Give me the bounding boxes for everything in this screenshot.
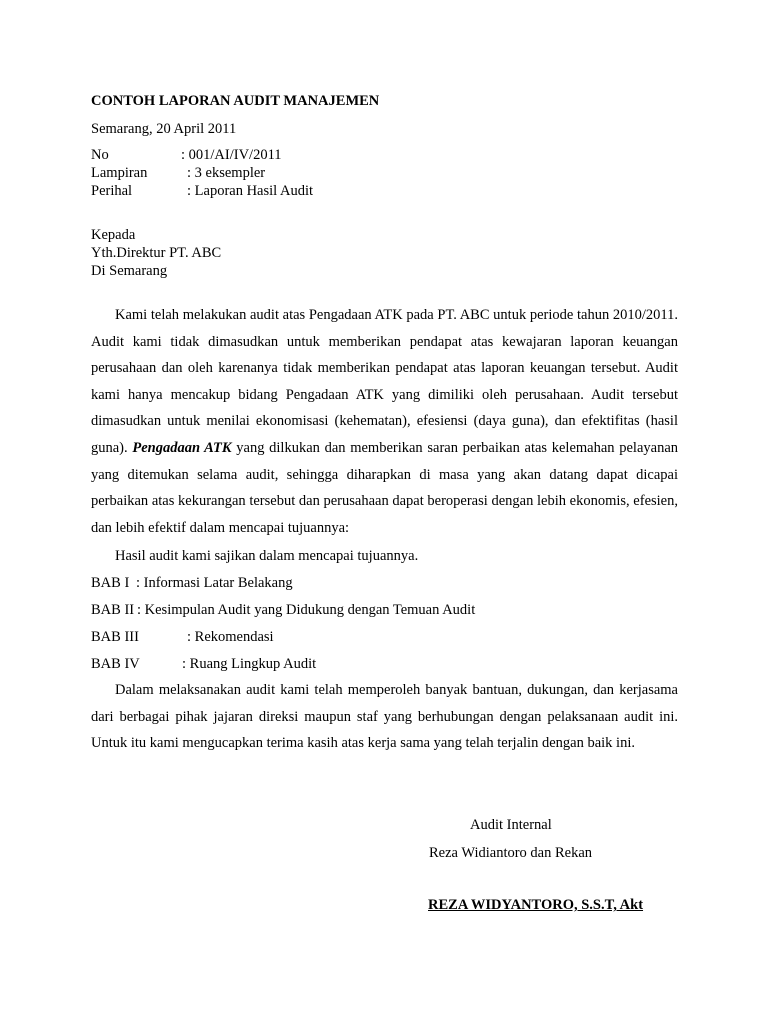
chapter-key: BAB I: [91, 575, 130, 591]
chapter-value: : Rekomendasi: [187, 629, 274, 645]
chapter-key: BAB II: [91, 602, 135, 618]
results-intro: Hasil audit kami sajikan dalam mencapai tujuannya.: [115, 548, 419, 564]
chapter-value: : Informasi Latar Belakang: [136, 575, 293, 591]
place-date: Semarang, 20 April 2011: [91, 121, 237, 137]
meta-key: Perihal: [91, 183, 133, 199]
signature-role: Audit Internal: [470, 817, 552, 833]
signature-org: Reza Widiantoro dan Rekan: [429, 845, 593, 861]
signature-name: REZA WIDYANTORO, S.S.T, Akt: [428, 897, 644, 913]
meta-value: : Laporan Hasil Audit: [187, 183, 314, 199]
recipient-line: Di Semarang: [91, 263, 168, 279]
meta-row-number: [91, 147, 109, 164]
meta-row-subject: [91, 183, 132, 200]
chapter-key: BAB III: [91, 629, 139, 645]
meta-key: No: [91, 147, 109, 163]
paragraph-text: Kami telah melakukan audit atas Pengadaan ATK pada PT. ABC untuk periode tahun 2010/2011. Audit kami tidak dimasudkan untuk memberikan pendapat atas kewajaran laporan keuangan perusahaan dan oleh karenanya tidak memberikan pendapat atas laporan keuangan tersebut. Audit kami hanya mencakup bidang Pengadaan ATK yang dimiliki oleh perusahaan. Audit tersebut dimasudkan untuk menilai ekonomisasi (kehematan), efesiensi (daya guna), dan efektifitas (hasil guna).: [91, 307, 678, 456]
chapter-key: BAB IV: [91, 656, 140, 672]
chapter-value: : Kesimpulan Audit yang Didukung dengan Temuan Audit: [137, 602, 476, 618]
meta-value: : 3 eksempler: [187, 165, 266, 181]
emphasis-text: Pengadaan ATK: [132, 439, 232, 456]
chapter-value: : Ruang Lingkup Audit: [182, 656, 317, 672]
document-title: CONTOH LAPORAN AUDIT MANAJEMEN: [91, 93, 380, 109]
recipient-line: Yth.Direktur PT. ABC: [91, 245, 222, 261]
meta-key: Lampiran: [91, 165, 148, 181]
meta-row-attachment: [91, 165, 147, 182]
paragraph-text: yang dilkukan dan memberikan saran perbaikan atas kelemahan pelayanan yang ditemukan selama audit, sehingga diharapkan di masa yang akan datang dapat dicapai perbaikan atas kekurangan tersebut dan perusahaan dapat beroperasi dengan lebih ekonomis, efesien, dan lebih efektif dalam mencapai tujuannya:: [91, 439, 678, 536]
paragraph-text: Dalam melaksanakan audit kami telah memperoleh banyak bantuan, dukungan, dan kerjasama dari berbagai pihak jajaran direksi maupun staf yang berhubungan dengan pelaksanaan audit ini. Untuk itu kami mengucapkan terima kasih atas kerja sama yang telah terjalin dengan baik ini.: [91, 682, 678, 752]
body-paragraph: [91, 302, 678, 541]
meta-value: : 001/AI/IV/2011: [181, 147, 282, 163]
recipient-line: Kepada: [91, 227, 136, 243]
body-paragraph: [91, 677, 678, 757]
